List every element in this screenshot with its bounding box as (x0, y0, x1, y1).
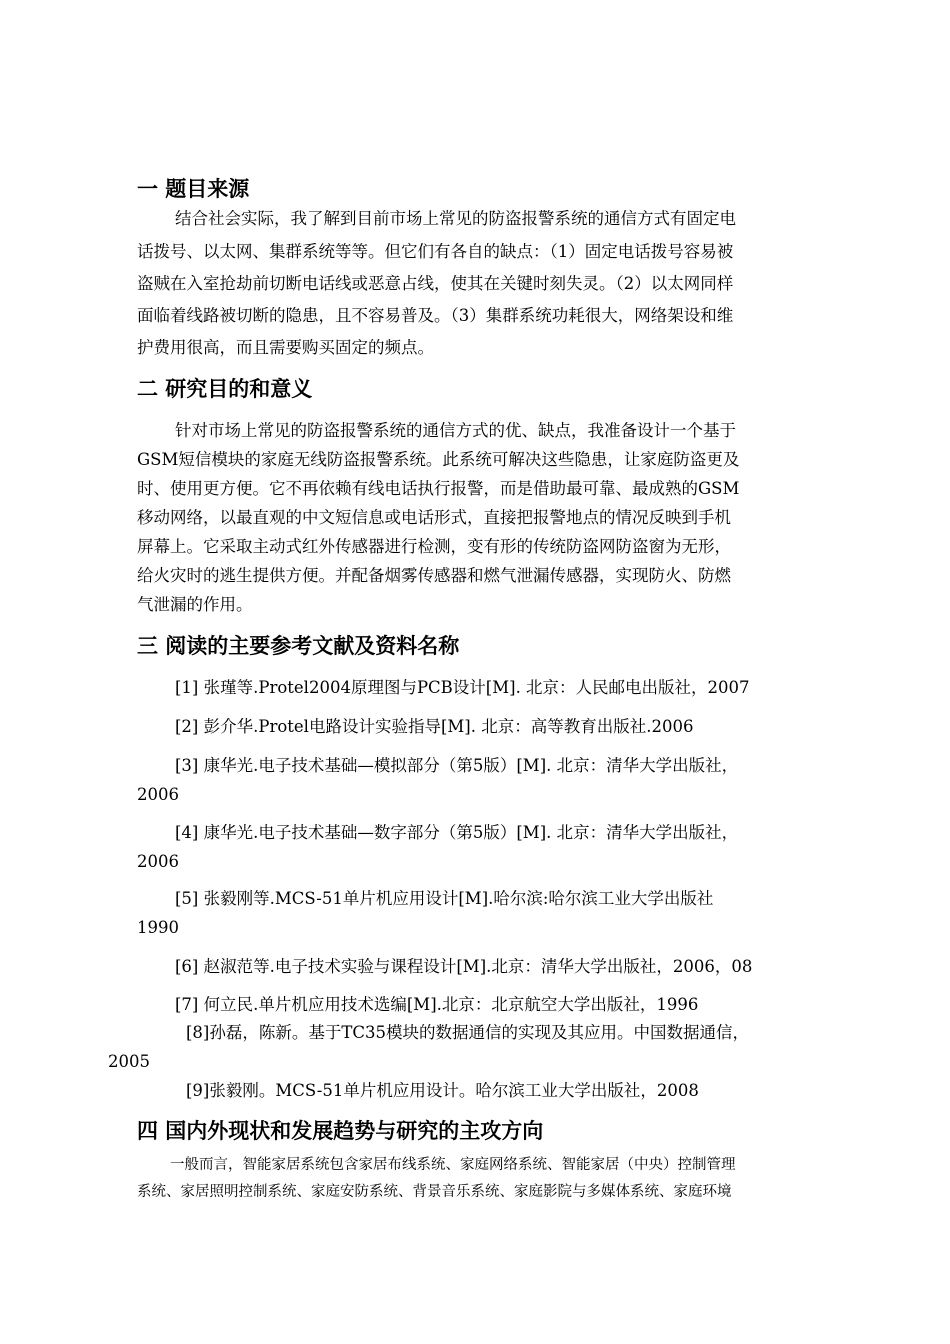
section-heading-2: 二 研究目的和意义 (137, 377, 313, 401)
reference-item: [6] 赵淑范等.电子技术实验与课程设计[M].北京：清华大学出版社，2006，08 (175, 957, 753, 976)
reference-item: [8]孙磊，陈新。基于TC35模块的数据通信的实现及其应用。中国数据通信， (186, 1023, 749, 1042)
paragraph-line: 气泄漏的作用。 (137, 595, 253, 614)
paragraph-line: 系统、家居照明控制系统、家庭安防系统、背景音乐系统、家庭影院与多媒体系统、家庭环境 (137, 1184, 732, 1200)
section-heading-4: 四 国内外现状和发展趋势与研究的主攻方向 (137, 1119, 544, 1143)
paragraph-line: 时、使用更方便。它不再依赖有线电话执行报警，而是借助最可靠、最成熟的GSM (137, 479, 740, 498)
paragraph-line: 给火灾时的逃生提供方便。并配备烟雾传感器和燃气泄漏传感器，实现防火、防燃 (137, 566, 731, 585)
reference-item: [7] 何立民.单片机应用技术选编[M].北京：北京航空大学出版社，1996 (175, 995, 699, 1014)
paragraph-line: GSM短信模块的家庭无线防盗报警系统。此系统可解决这些隐患，让家庭防盗更及 (137, 450, 740, 469)
paragraph-line: 移动网络，以最直观的中文短信息或电话形式，直接把报警地点的情况反映到手机 (137, 508, 731, 527)
paragraph-line: 结合社会实际，我了解到目前市场上常见的防盗报警系统的通信方式有固定电 (175, 209, 736, 228)
reference-item-continued: 2006 (137, 852, 179, 871)
reference-item: [9]张毅刚。MCS-51单片机应用设计。哈尔滨工业大学出版社，2008 (186, 1081, 699, 1100)
reference-item: [5] 张毅刚等.MCS-51单片机应用设计[M].哈尔滨:哈尔滨工业大学出版社 (175, 889, 714, 908)
paragraph-line: 面临着线路被切断的隐患，且不容易普及。（3）集群系统功耗很大，网络架设和维 (137, 306, 734, 325)
reference-item-continued: 2006 (137, 785, 179, 804)
reference-item-continued: 1990 (137, 918, 179, 937)
paragraph-line: 屏幕上。它采取主动式红外传感器进行检测，变有形的传统防盗网防盗窗为无形， (137, 537, 731, 556)
reference-item: [4] 康华光.电子技术基础—数字部分（第5版）[M]. 北京：清华大学出版社， (175, 823, 739, 842)
section-heading-3: 三 阅读的主要参考文献及资料名称 (137, 634, 460, 658)
paragraph-line: 一般而言，智能家居系统包含家居布线系统、家庭网络系统、智能家居（中央）控制管理 (170, 1157, 736, 1173)
reference-item: [3] 康华光.电子技术基础—模拟部分（第5版）[M]. 北京：清华大学出版社， (175, 756, 739, 775)
paragraph-line: 盗贼在入室抢劫前切断电话线或恶意占线，使其在关键时刻失灵。（2）以太网同样 (137, 274, 734, 293)
reference-item: [2] 彭介华.Protel电路设计实验指导[M]. 北京：高等教育出版社.2006 (175, 717, 694, 736)
reference-item-continued: 2005 (108, 1052, 150, 1071)
paragraph-line: 护费用很高，而且需要购买固定的频点。 (137, 338, 434, 357)
paragraph-line: 针对市场上常见的防盗报警系统的通信方式的优、缺点，我准备设计一个基于 (175, 421, 736, 440)
reference-item: [1] 张瑾等.Protel2004原理图与PCB设计[M]. 北京：人民邮电出版社，2007 (175, 678, 750, 697)
section-heading-1: 一 题目来源 (137, 177, 250, 201)
paragraph-line: 话拨号、以太网、集群系统等等。但它们有各自的缺点：（1）固定电话拨号容易被 (137, 242, 734, 261)
